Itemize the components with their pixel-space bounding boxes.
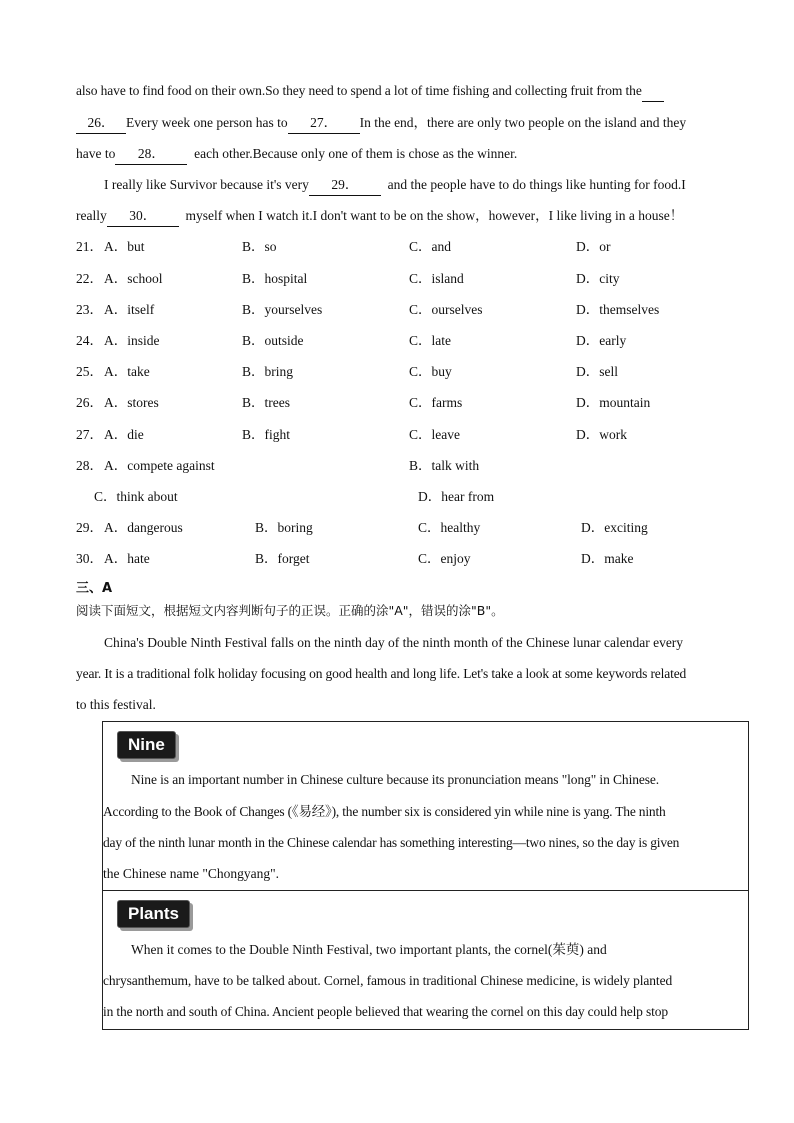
question-number: 28．	[76, 458, 103, 473]
option-a: A．take	[104, 364, 150, 379]
blank-27: 27．	[288, 113, 360, 134]
plants-line-1: When it comes to the Double Ninth Festival, two important plants, the cornel(茱萸) and	[131, 942, 607, 957]
question-number: 23．	[76, 302, 103, 317]
plants-line-3: in the north and south of China. Ancient people believed that wearing the cornel on this day could help stop	[103, 1004, 668, 1019]
option-c: C．healthy	[418, 520, 481, 535]
option-c: C．ourselves	[409, 302, 483, 317]
option-b: B．forget	[255, 551, 310, 566]
passage-text: and the people have to do things like hunting for food.I	[387, 177, 686, 192]
option-a: A．school	[104, 271, 163, 286]
passage-line-3	[76, 144, 517, 165]
passage-text: also have to find food on their own.So they need to spend a lot of time fishing and collecting fruit from the	[76, 83, 642, 98]
passage-text: Every week one person has to	[126, 115, 288, 130]
intro-line-3: to this festival.	[76, 697, 156, 712]
tag-plants: Plants	[117, 900, 190, 928]
option-c: C．farms	[409, 395, 463, 410]
nine-line-1: Nine is an important number in Chinese culture because its pronunciation means "long" in Chinese.	[131, 772, 660, 787]
option-d: D．city	[576, 271, 620, 286]
option-c: C．late	[409, 333, 451, 348]
option-b: B．talk with	[409, 458, 480, 473]
option-b: B．trees	[242, 395, 290, 410]
option-d: D．or	[576, 239, 611, 254]
blank-29: 29．	[309, 175, 381, 196]
option-c: C．and	[409, 239, 451, 254]
option-d: D．mountain	[576, 395, 651, 410]
question-number: 24．	[76, 333, 103, 348]
nine-line-3: day of the ninth lunar month in the Chinese calendar has something interesting—two nines, so the day is given	[103, 835, 680, 850]
box-divider	[103, 890, 748, 891]
plants-line-2: chrysanthemum, have to be talked about. Cornel, famous in traditional Chinese medicine, is widely planted	[103, 973, 673, 988]
passage-text: I really like Survivor because it's very	[104, 177, 309, 192]
question-number: 30．	[76, 551, 103, 566]
option-b: B．so	[242, 239, 277, 254]
option-b: B．fight	[242, 427, 291, 442]
blank-26: 26．	[76, 113, 126, 134]
section-instruction: 阅读下面短文，根据短文内容判断句子的正误。正确的涂"A"，错误的涂"B"。	[76, 603, 504, 618]
question-number: 29．	[76, 520, 103, 535]
passage-line-2	[76, 113, 686, 134]
passage-line-4	[104, 175, 686, 196]
option-c: C．leave	[409, 427, 460, 442]
question-number: 21．	[76, 239, 103, 254]
option-d: D．hear from	[418, 489, 495, 504]
option-b: B．boring	[255, 520, 313, 535]
intro-line-1: China's Double Ninth Festival falls on the ninth day of the ninth month of the Chinese lunar calendar every	[104, 635, 684, 650]
option-a: A．itself	[104, 302, 155, 317]
option-b: B．bring	[242, 364, 294, 379]
question-number: 25．	[76, 364, 103, 379]
passage-line-1	[76, 81, 664, 102]
option-a: A．but	[104, 239, 145, 254]
option-b: B．outside	[242, 333, 304, 348]
passage-line-5	[76, 206, 683, 227]
passage-text: really	[76, 208, 107, 223]
passage-text: myself when I watch it.I don't want to be on the show，however，I like living in a house！	[185, 208, 684, 223]
question-number: 22．	[76, 271, 103, 286]
keywords-box	[102, 721, 749, 1030]
section-heading: 三、A	[76, 581, 113, 596]
passage-text: each other.Because only one of them is chose as the winner.	[194, 146, 518, 161]
option-a: A．dangerous	[104, 520, 183, 535]
option-c: C．island	[409, 271, 464, 286]
nine-line-2: According to the Book of Changes (《易经》), the number six is considered yin while nine is yang. The ninth	[103, 804, 666, 819]
blank-26-start	[642, 81, 664, 102]
option-b: B．yourselves	[242, 302, 323, 317]
passage-text: In the end，there are only two people on the island and they	[359, 115, 687, 130]
option-d: D．work	[576, 427, 627, 442]
option-d: D．early	[576, 333, 627, 348]
option-d: D．sell	[576, 364, 618, 379]
tag-nine: Nine	[117, 731, 176, 759]
question-number: 27．	[76, 427, 103, 442]
nine-line-4: the Chinese name "Chongyang".	[103, 866, 279, 881]
option-a: A．inside	[104, 333, 160, 348]
option-c: C．think about	[94, 489, 178, 504]
option-c: C．enjoy	[418, 551, 471, 566]
option-d: D．make	[581, 551, 634, 566]
question-number: 26．	[76, 395, 103, 410]
option-d: D．exciting	[581, 520, 648, 535]
option-a: A．stores	[104, 395, 159, 410]
option-a: A．hate	[104, 551, 150, 566]
passage-text: have to	[76, 146, 116, 161]
option-c: C．buy	[409, 364, 452, 379]
option-b: B．hospital	[242, 271, 308, 286]
option-d: D．themselves	[576, 302, 660, 317]
option-a: A．compete against	[104, 458, 215, 473]
blank-28: 28．	[115, 144, 187, 165]
blank-30: 30．	[107, 206, 179, 227]
intro-line-2: year. It is a traditional folk holiday focusing on good health and long life. Let's take a look at some keywords related	[76, 666, 687, 681]
option-a: A．die	[104, 427, 144, 442]
